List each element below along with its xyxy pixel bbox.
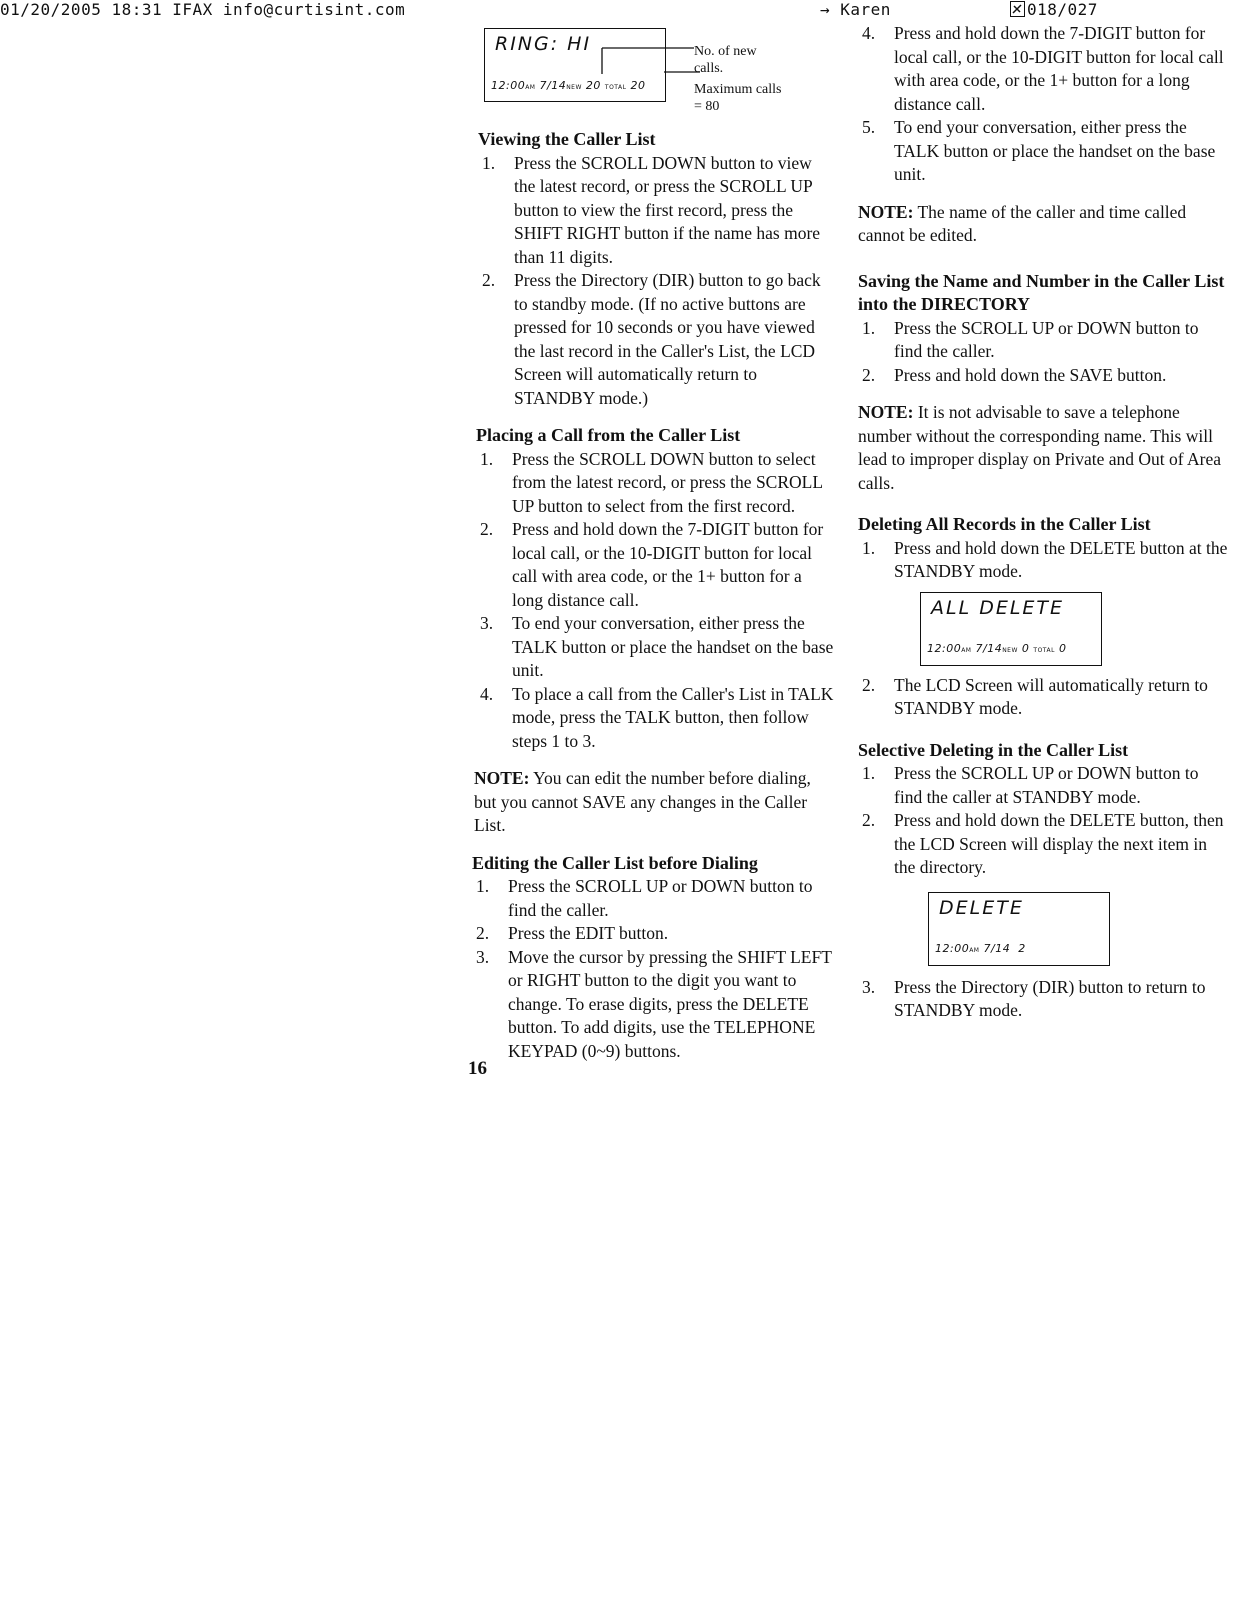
right-column — [858, 22, 1230, 1023]
lcd-delete-bottom-text: 12:00AM 7/14 2 — [935, 942, 1026, 955]
fax-header-left: 01/20/2005 18:31 IFAX info@curtisint.com — [0, 0, 406, 19]
note-edit-number: NOTE: You can edit the number before dialing, but you cannot SAVE any changes in the Caller List. — [474, 768, 811, 835]
list-item: 2. Press the Directory (DIR) button to go back to standby mode. (If no active buttons are pressed for 10 seconds or you have viewed the last record in the Caller's List, the LCD Screen will automatically return to STANDBY mode.) — [482, 270, 821, 408]
lcd-ring-top-text: RING: HI — [495, 33, 592, 55]
list-item: 4. To place a call from the Caller's List in TALK mode, press the TALK button, then follow steps 1 to 3. — [480, 683, 834, 751]
lcd-delete-top-text: DELETE — [939, 896, 1024, 919]
lcd-delete-display — [928, 892, 1110, 966]
list-item: 3. Press the Directory (DIR) button to return to STANDBY mode. — [862, 976, 1206, 1020]
list-item: 5. To end your conversation, either press the TALK button or place the handset on the base unit. — [862, 117, 1216, 184]
annotation-max-calls: Maximum calls = 80 — [694, 82, 782, 114]
list-item: 1. Press the SCROLL UP or DOWN button to find the caller. — [476, 876, 813, 920]
list-item: 2. Press and hold down the 7-DIGIT button for local call, or the 10-DIGIT button for local call with area code, or the 1+ button for a long distance call. — [480, 519, 824, 610]
annotation-new-calls: No. of new calls. — [694, 44, 757, 76]
fax-page-icon — [1010, 1, 1025, 17]
page-number: 16 — [468, 1058, 487, 1079]
steps-selective-3 — [858, 976, 1230, 1023]
steps-editing — [472, 875, 836, 1063]
section-deleting-all — [858, 513, 1230, 721]
fax-recipient: → Karen — [820, 0, 891, 19]
lcd-all-delete-top-text: ALL DELETE — [931, 596, 1065, 619]
list-item: 3. Move the cursor by pressing the SHIFT LEFT or RIGHT button to the digit you want to change. To erase digits, press the DELETE button. To add digits, use the TELEPHONE KEYPAD (0~9) buttons. — [476, 946, 832, 1061]
heading-selective: Selective Deleting in the Caller List — [858, 739, 1129, 760]
steps-continued — [858, 22, 1230, 187]
list-item: 2. The LCD Screen will automatically return to STANDBY mode. — [862, 674, 1208, 718]
note-save-advice: NOTE: It is not advisable to save a telephone number without the corresponding name. This will lead to improper display on Private and Out of Area calls. — [858, 402, 1222, 493]
section-viewing — [478, 128, 836, 410]
list-item: 3. To end your conversation, either press the TALK button or place the handset on the base unit. — [480, 613, 834, 680]
lcd-ring-figure — [484, 28, 836, 120]
heading-saving: Saving the Name and Number in the Caller List into the DIRECTORY — [858, 270, 1225, 314]
steps-viewing — [478, 152, 836, 411]
lcd-ring-bottom-text: 12:00AM 7/14NEW 20 TOTAL 20 — [491, 78, 646, 92]
list-item: 2. Press and hold down the DELETE button, then the LCD Screen will display the next item in the directory. — [862, 810, 1224, 877]
steps-deleting-all-2 — [858, 674, 1230, 721]
list-item: 2. Press the EDIT button. — [476, 923, 669, 943]
heading-deleting-all: Deleting All Records in the Caller List — [858, 514, 1151, 534]
fax-page-number: 018/027 — [1027, 0, 1098, 19]
section-editing — [472, 852, 836, 1064]
section-placing — [476, 424, 836, 753]
heading-placing: Placing a Call from the Caller List — [476, 425, 741, 445]
steps-deleting-all — [858, 537, 1230, 584]
steps-saving — [858, 317, 1230, 388]
list-item: 4. Press and hold down the 7-DIGIT button for local call, or the 10-DIGIT button for local call with area code, or the 1+ button for a long distance call. — [862, 23, 1224, 114]
list-item: 1. Press the SCROLL DOWN button to view the latest record, or press the SCROLL UP button to view the first record, press the SHIFT RIGHT button if the name has more than 11 digits. — [482, 152, 821, 267]
list-item: 1. Press the SCROLL UP or DOWN button to find the caller. — [862, 317, 1199, 361]
annotation-leader-lines — [484, 28, 724, 118]
list-item: 1. Press the SCROLL DOWN button to select from the latest record, or press the SCROLL UP button to select from the first record. — [480, 448, 823, 516]
lcd-all-delete-display — [920, 592, 1102, 666]
steps-selective — [858, 762, 1230, 880]
left-column — [468, 28, 836, 1081]
section-saving — [858, 270, 1230, 388]
heading-editing: Editing the Caller List before Dialing — [472, 852, 758, 873]
steps-placing — [476, 448, 836, 754]
fax-page-indicator — [1010, 0, 1098, 19]
note-cannot-edit: NOTE: The name of the caller and time called cannot be edited. — [858, 201, 1187, 245]
list-item: 1. Press the SCROLL UP or DOWN button to find the caller at STANDBY mode. — [862, 763, 1199, 807]
lcd-all-delete-bottom-text: 12:00AM 7/14NEW 0 TOTAL 0 — [927, 642, 1067, 655]
section-selective — [858, 739, 1230, 1023]
list-item: 1. Press and hold down the DELETE button at the STANDBY mode. — [862, 537, 1228, 581]
list-item: 2. Press and hold down the SAVE button. — [862, 364, 1167, 385]
heading-viewing: Viewing the Caller List — [478, 129, 656, 149]
